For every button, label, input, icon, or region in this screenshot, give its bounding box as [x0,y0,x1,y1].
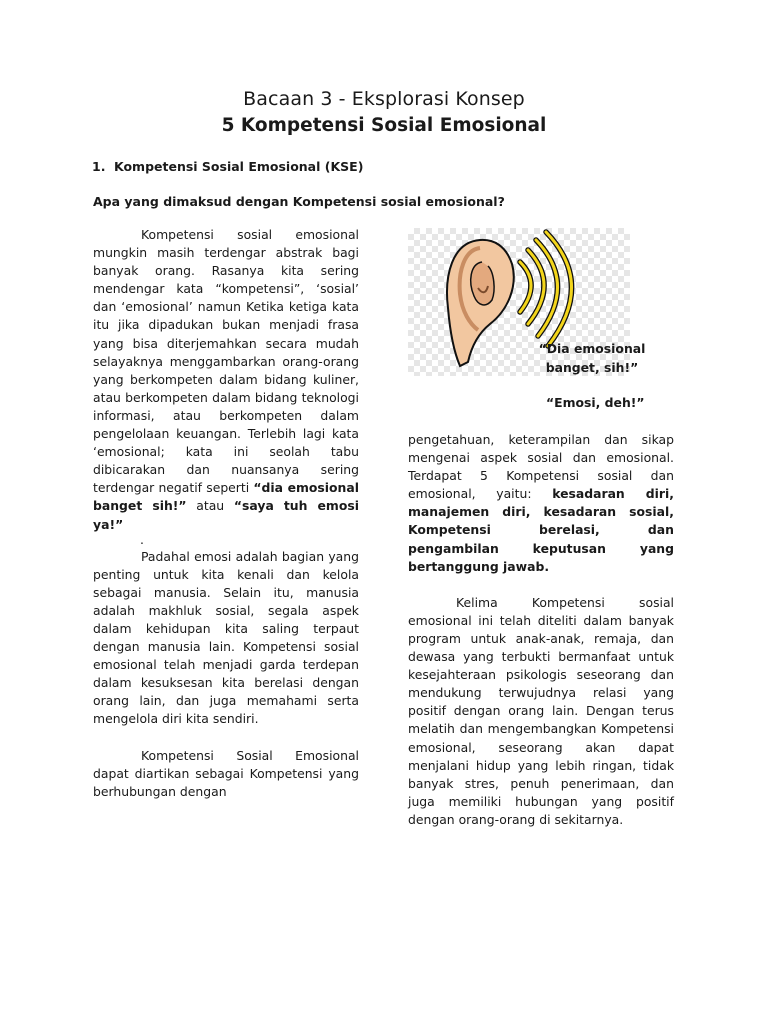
ear-shape [447,240,514,366]
left-column [93,226,359,801]
paragraph-gap [93,729,359,747]
left-paragraph-1 [93,226,359,534]
page-title: Bacaan 3 - Eksplorasi Konsep [243,88,525,110]
guiding-question: Apa yang dimaksud dengan Kompetensi sosial emosional? [93,194,505,209]
left-p1-quote-1: “dia emosional banget sih!” [93,480,359,514]
figure-caption-1: “Dia emosional banget, sih!” [538,341,646,375]
section-heading [92,159,363,174]
left-p1-text: Kompetensi sosial emosional mungkin masih terdengar abstrak bagi banyak orang. Rasanya kita sering mendengar kata “kompetensi”, ‘sosial’ dan ‘emosional’ namun Ketika ketiga kata itu jika dipadukan bukan menjadi frasa yang bisa diterjemahkan secara mudah selayaknya menggambarkan orang-orang yang berkompeten dalam bidang kuliner, atau berkompeten dalam bidang teknologi informasi, atau berkompeten dalam pengelolaan keuangan. Terlebih lagi kata ‘emosional; kata ini seolah tabu dibicarakan dan nuansanya sering terdengar negatif seperti [93,227,359,496]
stray-dot: . [140,531,144,547]
left-paragraph-2: Padahal emosi adalah bagian yang penting untuk kita kenali dan kelola sebagai manusia. Selain itu, manusia adalah makhluk sosial, segala aspek dalam kehidupan kita saling terpaut dengan manusia lain. Kompetensi sosial emosional telah menjadi garda terdepan dalam kesuksesan kita berelasi dengan orang lain, dan juga memahami serta mengelola diri kita sendiri. [93,548,359,727]
left-p1-connector: atau [186,498,234,514]
sound-waves [520,232,572,346]
paragraph-gap [408,576,674,594]
kse-list-bold: kesadaran diri, manajemen diri, kesadaran sosial, Kompetensi berelasi, dan pengambilan keputusan yang bertanggung jawab. [408,486,674,574]
right-p1-text: pengetahuan, keterampilan dan sikap mengenai aspek sosial dan emosional. Terdapat 5 Kompetensi sosial dan emosional, yaitu: [408,432,674,502]
right-paragraph-2: Kelima Kompetensi sosial emosional ini telah diteliti dalam banyak program untuk anak-anak, remaja, dan dewasa yang terbukti bermanfaat untuk kesejahteraan psikologis seseorang dan mendukung terwujudnya relasi yang positif dengan orang lain. Dengan terus melatih dan mengembangkan Kompetensi emosional, seseorang akan dapat menjalani hidup yang lebih ringan, tidak banyak stres, penuh penerimaan, dan juga memiliki hubungan yang positif dengan orang-orang di sekitarnya. [408,594,674,827]
section-number: 1. [92,159,106,174]
figure-caption-2: “Emosi, deh!” [546,395,645,410]
page-subtitle: 5 Kompetensi Sosial Emosional [221,115,547,136]
left-p1-quote-2: “saya tuh emosi ya!” [93,498,359,532]
right-paragraph-1 [408,431,674,576]
section-title: Kompetensi Sosial Emosional (KSE) [114,159,364,174]
left-paragraph-3: Kompetensi Sosial Emosional dapat diartikan sebagai Kompetensi yang berhubungan dengan [93,747,359,799]
right-column [408,431,674,829]
